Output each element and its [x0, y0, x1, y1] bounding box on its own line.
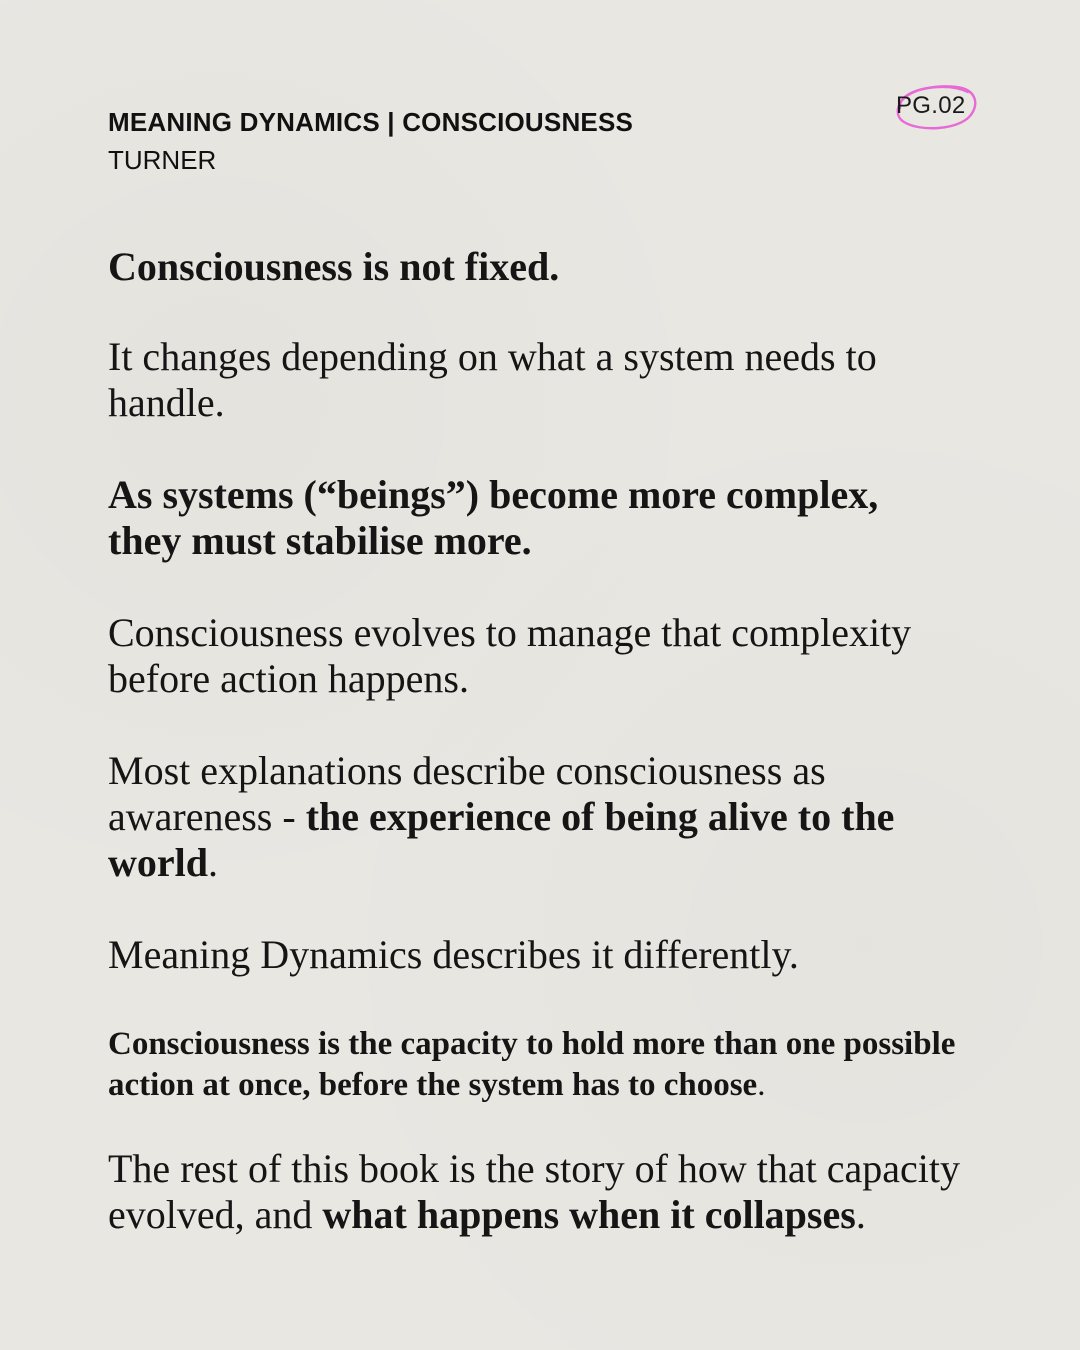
header [108, 104, 633, 178]
paragraph-7-bold: Consciousness is the capacity to hold more than one possible action at once, before the system has to choose [108, 1026, 956, 1103]
paragraph-5-bold: the experience of being alive to the world [108, 794, 895, 885]
paragraph-8 [108, 1146, 978, 1238]
paragraph-5 [108, 748, 938, 886]
paragraph-2: It changes depending on what a system needs to handle. [108, 334, 877, 425]
paragraph-5-plain: Most explanations describe consciousness as awareness - [108, 748, 826, 839]
paragraph-8-end: . [855, 1192, 866, 1237]
paragraph-6: Meaning Dynamics describes it differently. [108, 932, 799, 977]
page-number: PG.02 [896, 92, 966, 119]
paragraph-8-bold: what happens when it collapses [322, 1192, 856, 1237]
paragraph-7 [108, 1024, 968, 1106]
paragraph-8-plain: The rest of this book is the story of how that capacity evolved, and [108, 1146, 961, 1237]
paragraph-5-end: . [208, 840, 218, 885]
header-author: TURNER [108, 145, 217, 175]
header-title: MEANING DYNAMICS | CONSCIOUSNESS [108, 107, 634, 137]
paragraph-4: Consciousness evolves to manage that complexity before action happens. [108, 610, 912, 701]
page-badge [890, 78, 982, 136]
paragraph-1: Consciousness is not fixed. [108, 244, 560, 289]
paragraph-3: As systems (“beings”) become more complex, they must stabilise more. [108, 472, 879, 563]
paragraph-7-end: . [757, 1067, 766, 1103]
